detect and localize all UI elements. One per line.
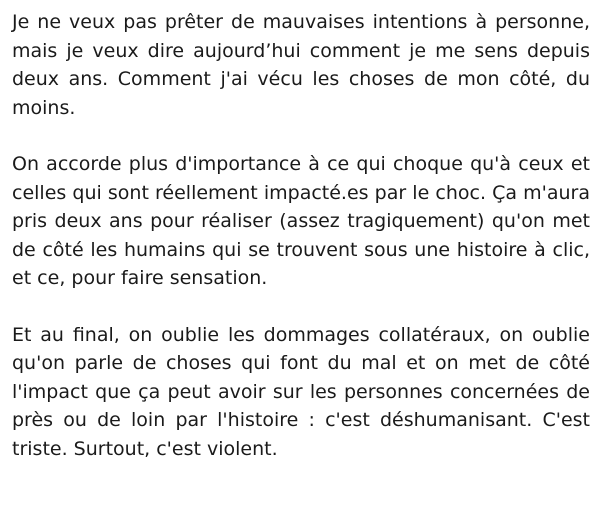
paragraph-2: On accorde plus d'importance à ce qui choque qu'à ceux et celles qui sont réellement impacté.es par le choc. Ça m'aura pris deux ans pour réaliser (assez tragiquement) qu'on met de côté les humains qui se trouvent sous une histoire à clic, et ce, pour faire sensation.: [12, 153, 590, 289]
paragraph-1: Je ne veux pas prêter de mauvaises intentions à personne, mais je veux dire aujourd’hui comment je me sens depuis deux ans. Comment j'ai vécu les choses de mon côté, du moins.: [12, 11, 590, 119]
paragraph-3: Et au final, on oublie les dommages collatéraux, on oublie qu'on parle de choses qui font du mal et on met de côté l'impact que ça peut avoir sur les personnes concernées de près ou de loin par l'histoire : c'est déshumanisant. C'est triste. Surtout, c'est violent.: [12, 323, 590, 460]
document-body: [12, 8, 590, 463]
